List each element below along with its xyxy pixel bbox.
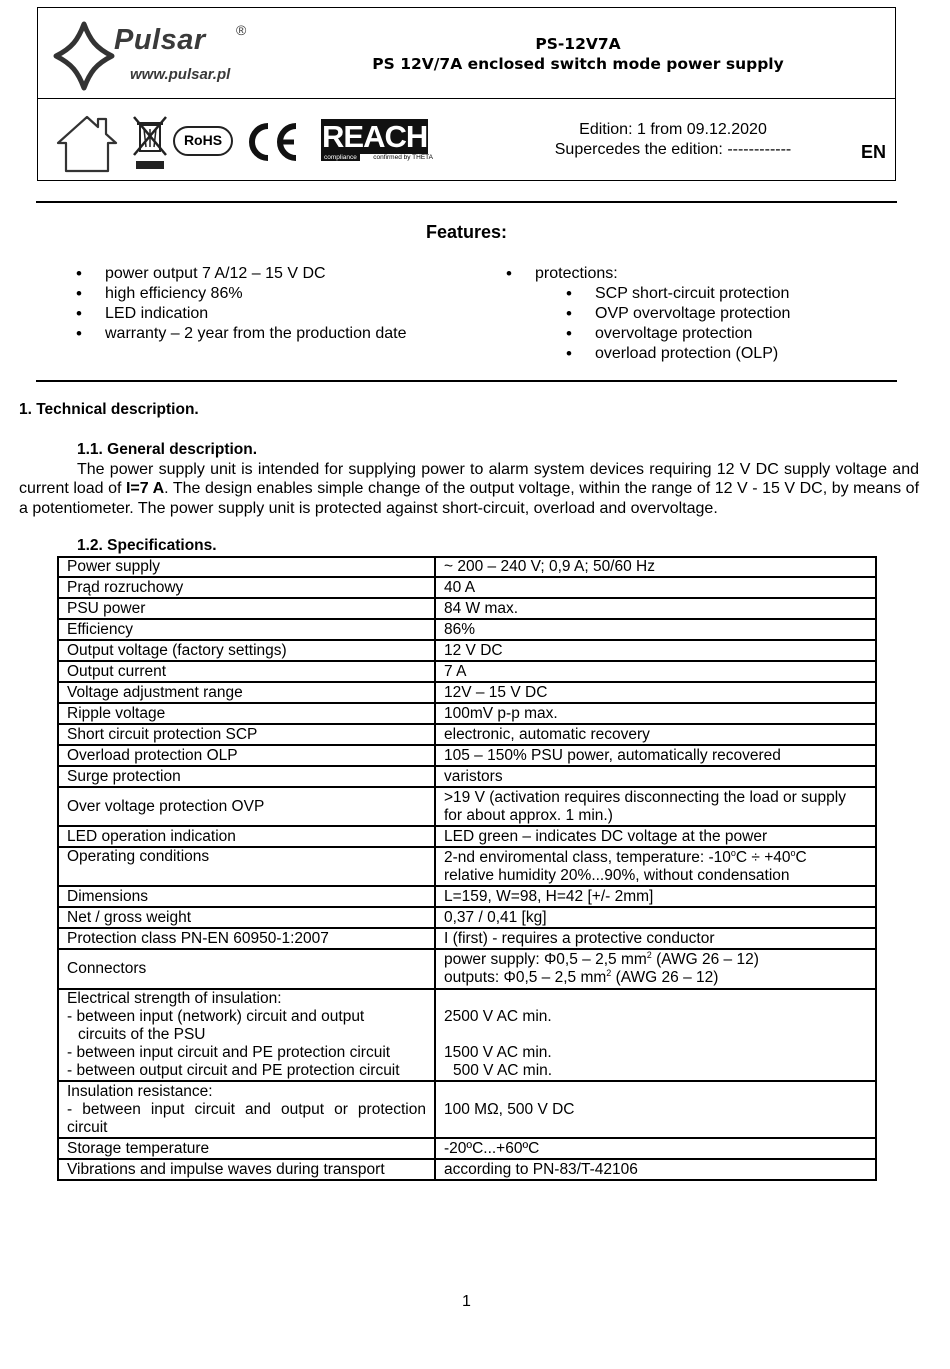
spec-value-line: 2500 V AC min. [444,1008,552,1025]
spec-key-line: Electrical strength of insulation: [67,990,282,1007]
reach-sub: compliance [321,154,360,161]
description-text-end: . The design enables simple change of the output voltage, within the range of 12 V - 15 V DC, by means of a potentiometer. The power supply unit is protected against short-circuit, overload and overvoltage. [19,480,920,517]
spec-value-line: relative humidity 20%...90%, without condensation [444,866,790,884]
reach-text: REACH [322,119,428,154]
document-header [37,7,896,181]
rohs-text: RoHS [183,132,223,148]
table-row [58,847,876,886]
spec-value [435,989,876,1081]
spec-value: 86% [435,619,876,640]
spec-value: varistors [435,766,876,787]
spec-value-line [444,849,867,867]
list-item: • high efficiency 86% [105,284,407,304]
table-row [58,598,876,619]
brand-name: Pulsar [114,24,206,56]
spec-value: ~ 200 – 240 V; 0,9 A; 50/60 Hz [435,557,876,577]
degree-mark: o [730,847,736,858]
features-title: Features: [425,222,508,242]
spec-value: 7 A [435,661,876,682]
table-row [58,1081,876,1138]
spec-key: Overload protection OLP [58,745,435,766]
table-row [58,557,876,577]
table-row [58,661,876,682]
table-row [58,787,876,826]
table-row [58,989,876,1081]
table-row [58,928,876,949]
spec-key-line: - between output circuit and PE protection circuit [67,1062,400,1079]
spec-value: 105 – 150% PSU power, automatically recovered [435,745,876,766]
spec-key: Connectors [58,949,435,989]
spec-value: -20ºC...+60ºC [435,1138,876,1159]
model-code: PS-12V7A [535,35,621,53]
spec-key: Over voltage protection OVP [58,787,435,826]
spec-key: Voltage adjustment range [58,682,435,703]
spec-key: Short circuit protection SCP [58,724,435,745]
ce-mark-icon [244,120,300,164]
pulsar-logo [50,16,250,94]
spec-key: Storage temperature [58,1138,435,1159]
rohs-icon [173,126,233,156]
degree-mark: o [790,847,796,858]
spec-value-line [444,969,867,987]
spec-value-line: for about approx. 1 min.) [444,806,613,824]
specifications-table [57,556,877,1181]
list-item: • overvoltage protection [595,324,790,344]
spec-key: Ripple voltage [58,703,435,724]
certification-icons [52,109,442,175]
table-row [58,886,876,907]
spec-key: LED operation indication [58,826,435,847]
spec-key: Output current [58,661,435,682]
spec-value: I (first) - requires a protective conductor [435,928,876,949]
table-row [58,745,876,766]
spec-value-line: 500 V AC min. [453,1062,553,1079]
spec-text: power supply: Φ0,5 – 2,5 mm [444,951,647,968]
section-1-title: 1. Technical description. [19,401,199,418]
spec-value: 100 MΩ, 500 V DC [435,1081,876,1138]
spec-value-line [444,951,867,969]
table-row [58,766,876,787]
spec-key-line: - between input circuit and output or protection [67,1100,426,1118]
spec-value: according to PN-83/T-42106 [435,1159,876,1180]
spec-text: C [795,848,807,866]
list-item: • OVP overvoltage protection [595,304,790,324]
features-list-right [535,264,618,284]
spec-key: Prąd rozruchowy [58,577,435,598]
list-item: • SCP short-circuit protection [595,284,790,304]
table-row [58,907,876,928]
table-row [58,826,876,847]
product-title: PS 12V/7A enclosed switch mode power supply [372,55,784,73]
spec-value [435,949,876,989]
registered-mark: ® [236,22,247,38]
spec-value [435,847,876,886]
spec-value: 40 A [435,577,876,598]
list-item: • warranty – 2 year from the production date [105,324,407,344]
spec-key: Operating conditions [58,847,435,886]
brand-url: www.pulsar.pl [130,66,231,83]
table-row [58,577,876,598]
table-row [58,724,876,745]
page-number: 1 [462,1293,471,1310]
reach-sub2: confirmed by THETA [373,154,433,161]
features-bottom-rule [36,380,897,382]
spec-value: 12V – 15 V DC [435,682,876,703]
general-description [19,460,919,518]
spec-value: 100mV p-p max. [435,703,876,724]
header-divider [38,98,895,99]
list-item: • protections: [535,264,618,284]
description-text: The power supply unit is intended for supplying power to alarm system devices requiring 12 V DC supply voltage and current load of [19,461,919,498]
spec-value: 12 V DC [435,640,876,661]
spec-key: Vibrations and impulse waves during transport [58,1159,435,1180]
supersedes-line: Supercedes the edition: ------------ [554,141,792,158]
spec-key [58,989,435,1081]
spec-value: 0,37 / 0,41 [kg] [435,907,876,928]
section-1-1-title: 1.1. General description. [77,441,258,458]
spec-key: Power supply [58,557,435,577]
spec-key-line: - between input circuit and PE protection circuit [67,1044,391,1061]
table-row [58,619,876,640]
language-code: EN [861,142,887,162]
spec-value [435,787,876,826]
spec-text: 2-nd enviromental class, temperature: -10 [444,848,731,866]
weee-bin-icon [132,115,168,171]
table-row [58,1138,876,1159]
spec-value-line: 1500 V AC min. [444,1044,552,1061]
edition-line: Edition: 1 from 09.12.2020 [579,121,767,138]
spec-value: electronic, automatic recovery [435,724,876,745]
spec-value: LED green – indicates DC voltage at the power [435,826,876,847]
table-row [58,682,876,703]
spec-key [58,1081,435,1138]
spec-key: Output voltage (factory settings) [58,640,435,661]
list-item: • power output 7 A/12 – 15 V DC [105,264,407,284]
top-rule [36,201,897,203]
spec-key-line: - between input (network) circuit and output [67,1008,365,1025]
spec-text: C ÷ +40 [735,848,791,866]
squared-mark: 2 [646,949,652,960]
spec-key: PSU power [58,598,435,619]
description-current: I=7 A [125,480,165,498]
spec-key: Protection class PN-EN 60950-1:2007 [58,928,435,949]
table-row [58,949,876,989]
spec-key-line: circuit [67,1118,108,1136]
spec-text: outputs: Φ0,5 – 2,5 mm [444,969,607,986]
spec-key: Surge protection [58,766,435,787]
table-row [58,703,876,724]
table-row [58,1159,876,1180]
spec-value: 84 W max. [435,598,876,619]
list-item: • overload protection (OLP) [595,344,790,364]
spec-key: Net / gross weight [58,907,435,928]
pulsar-star-icon [50,18,120,94]
spec-key: Efficiency [58,619,435,640]
spec-text: (AWG 26 – 12) [611,969,719,986]
spec-key-line: circuits of the PSU [78,1026,206,1043]
list-item: • LED indication [105,304,407,324]
spec-value-line: >19 V (activation requires disconnecting the load or supply [444,788,846,806]
product-heading [368,34,788,74]
spec-text: (AWG 26 – 12) [651,951,759,968]
house-icon [54,113,120,173]
protections-sublist [595,284,790,364]
features-list-left [105,264,407,344]
reach-logo-icon [321,121,433,165]
section-1-2-title: 1.2. Specifications. [77,537,217,554]
edition-info [508,120,838,160]
table-row [58,640,876,661]
spec-key-line: Insulation resistance: [67,1082,213,1100]
spec-value: L=159, W=98, H=42 [+/- 2mm] [435,886,876,907]
squared-mark: 2 [606,967,612,978]
spec-key: Dimensions [58,886,435,907]
